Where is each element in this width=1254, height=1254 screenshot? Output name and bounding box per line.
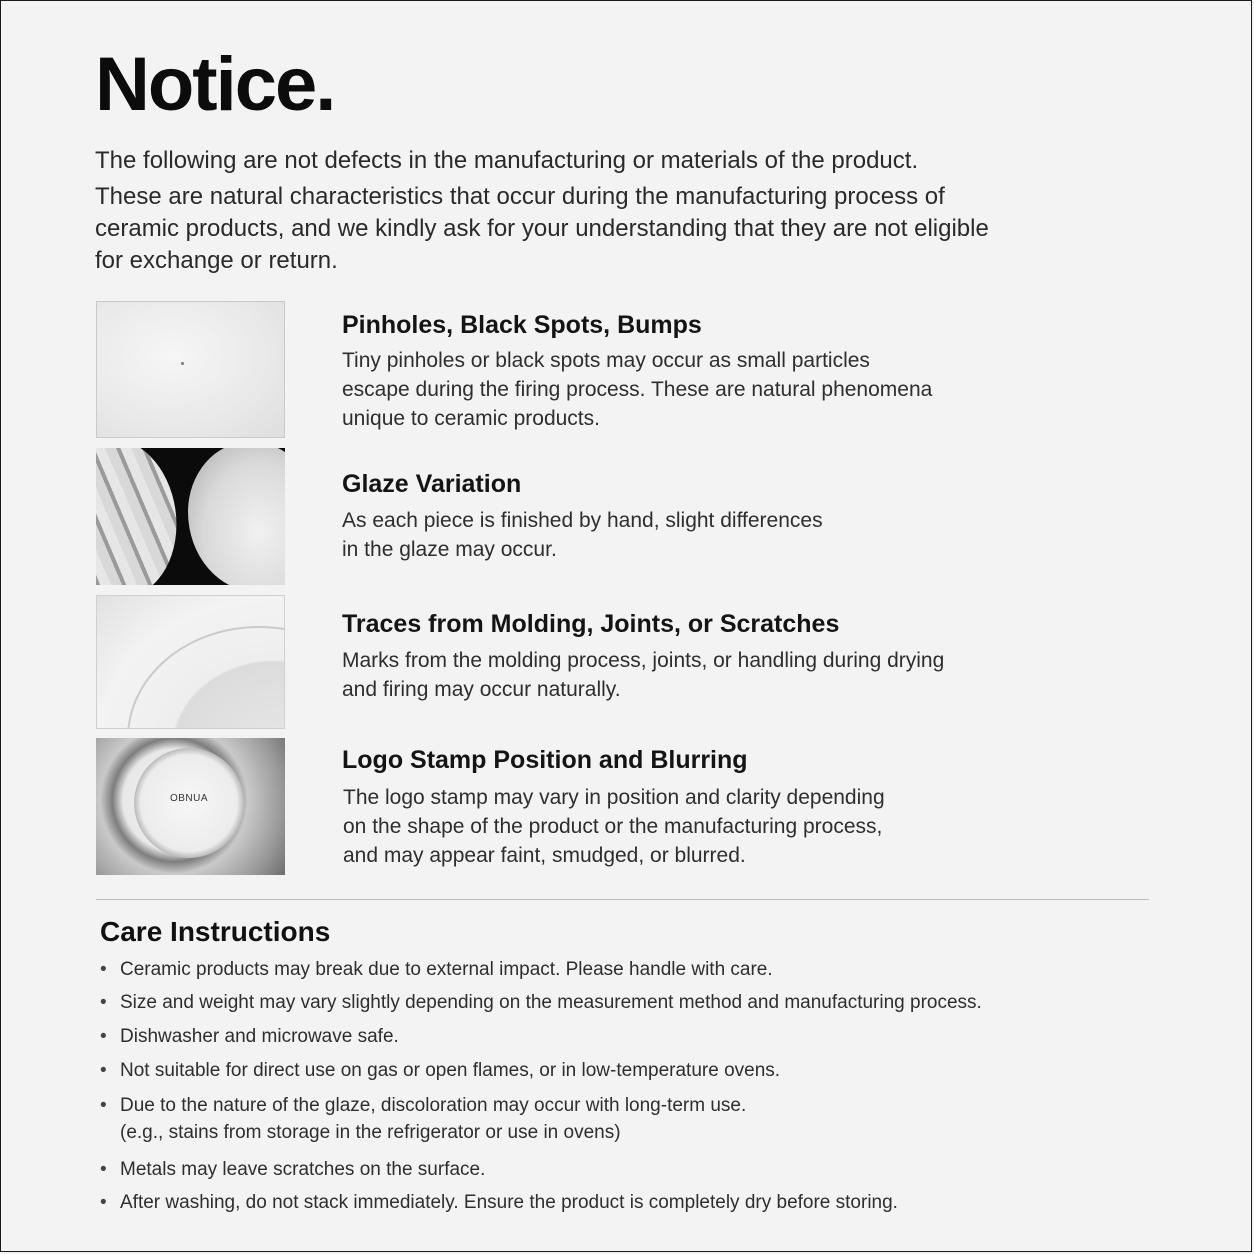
- bullet-icon: •: [100, 1159, 107, 1180]
- item-description: As each piece is finished by hand, slight differences in the glaze may occur.: [342, 509, 823, 561]
- logo-stamp-image: [96, 738, 285, 875]
- item-description: Tiny pinholes or black spots may occur as small particles escape during the firing process. These are natural phenomena unique to ceramic products.: [342, 349, 933, 430]
- shell-dish-right: [188, 448, 285, 585]
- care-item-text: After washing, do not stack immediately. Ensure the product is completely dry before storing.: [120, 1192, 898, 1213]
- bowl-rim-line: [127, 626, 285, 729]
- bullet-icon: •: [100, 992, 107, 1013]
- care-instructions-title: Care Instructions: [100, 916, 331, 947]
- bullet-icon: •: [100, 1060, 107, 1081]
- bullet-icon: •: [100, 1095, 107, 1116]
- care-item-text: Not suitable for direct use on gas or open flames, or in low-temperature ovens.: [120, 1060, 781, 1081]
- pinhole-mark: [181, 362, 184, 365]
- logo-stamp-text: OBNUA: [169, 793, 209, 804]
- bullet-icon: •: [100, 1026, 107, 1047]
- care-item-text: Metals may leave scratches on the surface.: [120, 1159, 486, 1180]
- bullet-icon: •: [100, 959, 107, 980]
- care-item-text: Due to the nature of the glaze, discoloration may occur with long-term use. (e.g., stains from storage in the refrigerator or use in ovens): [120, 1095, 747, 1143]
- pinhole-surface-image: [96, 301, 285, 438]
- care-item-text: Dishwasher and microwave safe.: [120, 1026, 399, 1047]
- bowl-rim-image: [96, 595, 285, 729]
- intro-line-2: These are natural characteristics that occur during the manufacturing process of ceramic products, and we kindly ask for your understanding that they are not eligible for exchange or return.: [95, 183, 989, 274]
- section-divider: [96, 899, 1149, 900]
- care-item-text: Size and weight may vary slightly depending on the measurement method and manufacturing process.: [120, 992, 982, 1013]
- intro-line-1: The following are not defects in the manufacturing or materials of the product.: [95, 147, 919, 174]
- item-title: Pinholes, Black Spots, Bumps: [342, 311, 702, 339]
- item-title: Logo Stamp Position and Blurring: [342, 746, 748, 774]
- shell-dishes-image: [96, 448, 285, 585]
- intro-text: [95, 145, 995, 277]
- care-item-text: Ceramic products may break due to external impact. Please handle with care.: [120, 959, 773, 980]
- item-title: Glaze Variation: [342, 470, 522, 498]
- item-description: Marks from the molding process, joints, or handling during drying and firing may occur naturally.: [342, 649, 945, 701]
- bullet-icon: •: [100, 1192, 107, 1213]
- shell-dish-left: [96, 448, 187, 585]
- page-title: Notice.: [95, 42, 335, 127]
- item-description: The logo stamp may vary in position and clarity depending on the shape of the product or the manufacturing process, and may appear faint, smudged, or blurred.: [343, 786, 885, 867]
- item-title: Traces from Molding, Joints, or Scratches: [342, 610, 840, 638]
